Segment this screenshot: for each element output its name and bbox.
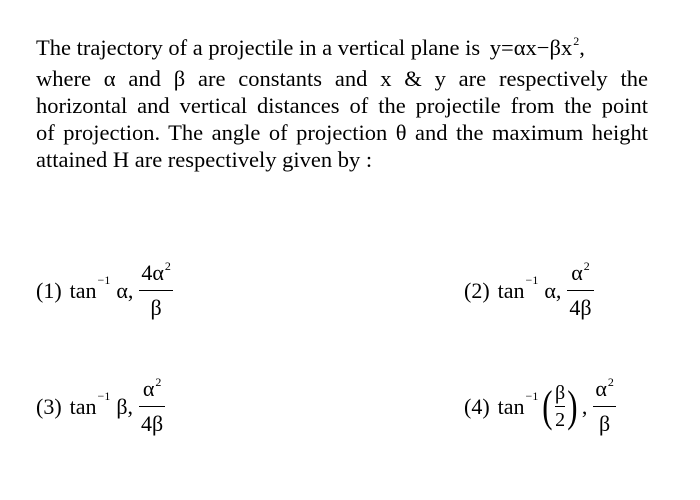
option-4-height-fraction <box>593 375 616 437</box>
option-4-denominator: β <box>598 411 611 437</box>
question-line-3: horizontal and vertical distances of the projectile from the point <box>36 93 648 118</box>
option-3-inverse-exponent: −1 <box>97 389 111 404</box>
option-1-denominator: β <box>150 295 162 321</box>
equation-lhs: y <box>489 35 502 60</box>
trajectory-equation <box>490 35 585 60</box>
option-2-height-fraction <box>567 259 593 321</box>
question-text <box>36 34 648 173</box>
option-1-numerator-exponent: 2 <box>164 259 171 273</box>
option-1-numerator-base: 4α <box>141 260 164 285</box>
equation-exponent: 2 <box>573 34 580 48</box>
option-1-function: tan <box>69 277 97 303</box>
option-4-inner-denominator: 2 <box>555 409 566 432</box>
option-2-function: tan <box>497 277 525 303</box>
question-line-4: of projection. The angle of projection θ and the maximum height <box>36 120 648 145</box>
option-2-numerator-exponent: 2 <box>583 259 590 273</box>
option-3[interactable] <box>36 375 165 437</box>
option-1-inverse-exponent: −1 <box>97 273 111 288</box>
option-2-angle: α, <box>544 277 562 303</box>
option-3-angle: β, <box>116 393 134 419</box>
option-3-numerator-base: α <box>142 376 155 401</box>
option-4-numerator-base: α <box>595 376 607 401</box>
option-3-numerator <box>141 375 164 406</box>
option-3-height-fraction <box>139 375 165 437</box>
equation-minus: − <box>536 35 550 60</box>
option-4-inner-fraction <box>555 383 565 430</box>
option-3-function: tan <box>69 393 97 419</box>
question-line-2: where α and β are constants and x & y are respectively the <box>36 66 648 91</box>
equation-term-1: αx <box>513 35 537 60</box>
question-line-5: attained H are respectively given by : <box>36 147 373 172</box>
question-line-1 <box>36 34 648 65</box>
equation-term-2: βx <box>549 35 573 60</box>
equation-comma: , <box>579 35 585 60</box>
option-1-numerator <box>139 259 173 290</box>
option-1-number: (1) <box>36 277 62 303</box>
option-2-denominator: 4β <box>569 295 592 321</box>
equation-equals: = <box>501 35 514 60</box>
option-4-inverse-exponent: −1 <box>525 389 539 404</box>
option-4-inner-numerator: β <box>554 382 566 404</box>
option-2[interactable] <box>464 259 594 321</box>
option-4-close-paren: ) <box>567 381 578 431</box>
option-1-height-fraction <box>139 259 173 321</box>
option-2-number: (2) <box>464 277 490 303</box>
option-2-numerator <box>569 259 592 290</box>
option-2-inverse-exponent: −1 <box>525 273 539 288</box>
option-1-angle: α, <box>116 277 134 303</box>
option-1[interactable] <box>36 259 173 321</box>
option-4-number: (4) <box>464 393 490 419</box>
option-4-open-paren: ( <box>542 381 553 431</box>
option-4-numerator-exponent: 2 <box>607 375 614 389</box>
option-4-numerator <box>593 375 616 406</box>
option-3-numerator-exponent: 2 <box>155 375 162 389</box>
option-2-numerator-base: α <box>571 260 583 285</box>
option-4-function: tan <box>497 393 525 419</box>
option-3-denominator: 4β <box>141 411 164 437</box>
option-4-parenthesized-fraction <box>540 383 580 430</box>
option-4[interactable] <box>464 375 616 437</box>
option-3-number: (3) <box>36 393 62 419</box>
option-4-comma: , <box>581 393 588 419</box>
question-line-1-text: The trajectory of a projectile in a vertical plane is <box>36 35 481 60</box>
